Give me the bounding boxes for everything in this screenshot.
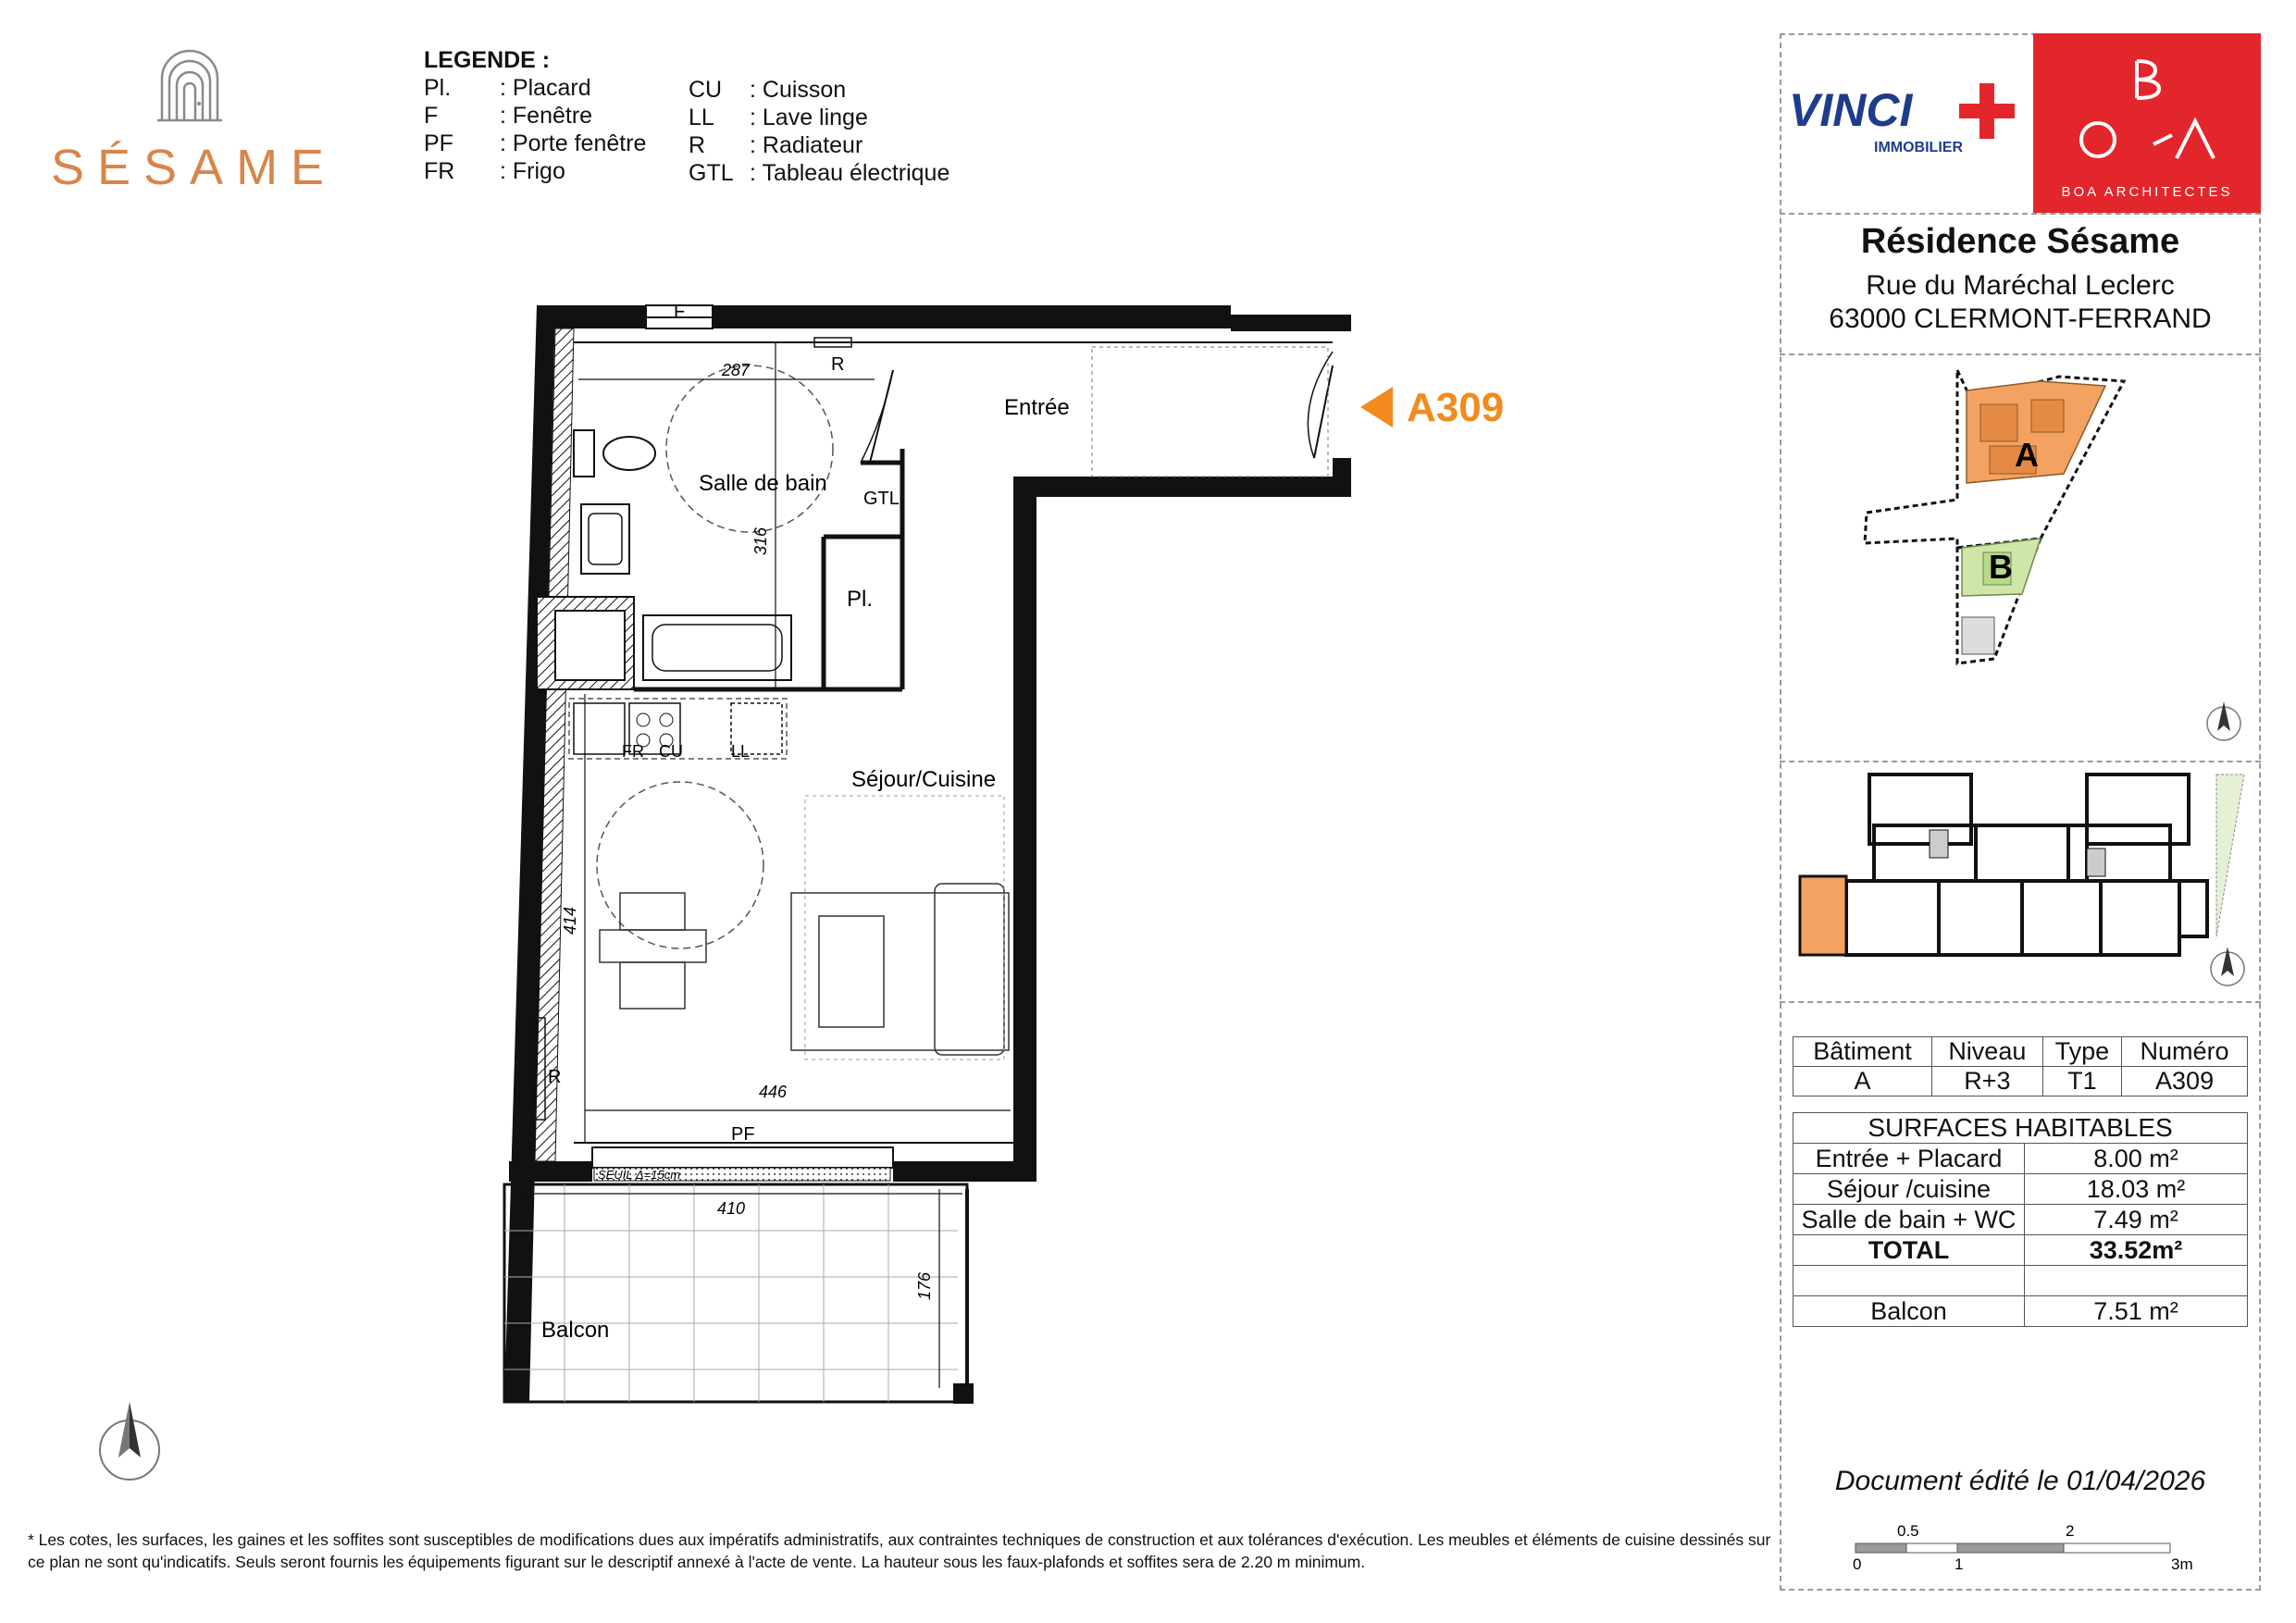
label-fenetre: F xyxy=(674,302,686,322)
site-building-a: A xyxy=(2015,436,2039,474)
lot-header: Niveau xyxy=(1931,1037,2042,1067)
sofa xyxy=(935,884,1004,1055)
lot-header: Type xyxy=(2042,1037,2121,1067)
vinci-wordmark: VINCI xyxy=(1789,84,1913,136)
surface-empty xyxy=(2025,1266,2248,1296)
dim-balcon-width: 410 xyxy=(717,1199,746,1218)
north-arrow-icon xyxy=(83,1393,176,1494)
residence-title: Résidence Sésame xyxy=(1860,222,2180,261)
scale-label: 1 xyxy=(1955,1555,1964,1573)
dim-sejour-width: 446 xyxy=(759,1083,788,1101)
right-wall xyxy=(1013,477,1036,1180)
dining-table xyxy=(600,930,706,962)
site-building-b: B xyxy=(1989,548,2013,586)
label-gtl: GTL xyxy=(863,489,900,509)
surface-value: 8.00 m² xyxy=(2025,1144,2248,1174)
surface-value: 7.49 m² xyxy=(2025,1205,2248,1235)
surface-balcony-label: Balcon xyxy=(1793,1296,2025,1327)
surface-empty xyxy=(1793,1266,2025,1296)
label-cuisson: CU xyxy=(659,742,683,761)
bottom-wall-right xyxy=(893,1161,1036,1182)
panel-divider xyxy=(1780,213,2261,215)
label-seuil: SEUIL Δ=15cm xyxy=(598,1168,681,1182)
scale-bar xyxy=(1851,1518,2203,1573)
dim-balcon-depth: 176 xyxy=(915,1271,934,1300)
scale-label: 0.5 xyxy=(1897,1522,1919,1540)
surface-label: Séjour /cuisine xyxy=(1793,1174,2025,1205)
entry-bottom-wall xyxy=(1013,477,1351,497)
turning-circle xyxy=(666,365,833,532)
surface-label: Entrée + Placard xyxy=(1793,1144,2025,1174)
label-radiateur-top: R xyxy=(831,354,845,375)
residence-city: 63000 CLERMONT-FERRAND xyxy=(1829,304,2212,334)
scale-label: 3m xyxy=(2171,1555,2193,1573)
wc-cistern xyxy=(574,430,594,477)
lot-header: Bâtiment xyxy=(1793,1037,1932,1067)
surface-balcony-value: 7.51 m² xyxy=(2025,1296,2248,1327)
vinci-immobilier-logo xyxy=(1781,74,2022,157)
top-wall-left xyxy=(537,305,646,328)
toilet-icon xyxy=(603,437,655,470)
brand-name: SÉSAME xyxy=(51,140,338,195)
label-porte-fenetre: PF xyxy=(731,1124,755,1145)
boa-caption: BOA ARCHITECTES xyxy=(2061,184,2233,200)
entry-zone xyxy=(1092,347,1328,477)
scale-label: 0 xyxy=(1853,1555,1862,1573)
site-plan xyxy=(1781,353,2259,761)
residence-street: Rue du Maréchal Leclerc xyxy=(1866,270,2175,301)
dining-chair xyxy=(620,893,685,930)
room-salle-de-bain: Salle de bain xyxy=(699,471,827,496)
fridge xyxy=(574,703,625,754)
lot-table xyxy=(1793,1036,2248,1096)
apartment-floor-plan xyxy=(463,278,1573,1434)
floor-north-icon xyxy=(2211,947,2244,985)
surface-total-value: 33.52m² xyxy=(2025,1235,2248,1266)
lot-marker-arrow-icon xyxy=(1360,387,1393,427)
surface-total-label: TOTAL xyxy=(1793,1235,2025,1266)
surfaces-table xyxy=(1793,1112,2248,1327)
boa-monogram-icon xyxy=(2033,33,2261,181)
scale-label: 2 xyxy=(2066,1522,2075,1540)
lot-value: T1 xyxy=(2042,1067,2121,1096)
site-north-icon xyxy=(2207,701,2240,740)
room-sejour: Séjour/Cuisine xyxy=(851,767,997,792)
dim-sejour-depth: 414 xyxy=(561,906,579,935)
lot-value: A309 xyxy=(2122,1067,2248,1096)
vinci-sub: IMMOBILIER xyxy=(1874,140,1963,155)
surface-label: Salle de bain + WC xyxy=(1793,1205,2025,1235)
boa-architectes-logo xyxy=(2033,33,2261,213)
lot-value: A xyxy=(1793,1067,1932,1096)
entry-door-jamb xyxy=(1333,458,1351,497)
coffee-table xyxy=(819,916,884,1027)
bottom-wall-left xyxy=(509,1161,592,1182)
lot-value: R+3 xyxy=(1931,1067,2042,1096)
legend-title: LEGENDE : xyxy=(424,47,551,73)
panel-divider xyxy=(1780,1001,2261,1003)
porte-fenetre xyxy=(592,1147,893,1168)
label-radiateur-left: R xyxy=(548,1067,562,1087)
top-wall-right xyxy=(1231,315,1351,331)
top-wall-middle xyxy=(713,305,1231,328)
north-label: N xyxy=(123,1456,135,1474)
surfaces-title: SURFACES HABITABLES xyxy=(1793,1113,2248,1144)
surface-value: 18.03 m² xyxy=(2025,1174,2248,1205)
dining-chair xyxy=(620,962,685,1009)
label-lave-linge: LL xyxy=(731,742,751,761)
balcony-post xyxy=(953,1383,974,1404)
floor-key-plan xyxy=(1781,761,2259,1001)
lot-header: Numéro xyxy=(2122,1037,2248,1067)
room-placard: Pl. xyxy=(847,587,874,612)
label-frigo: FR xyxy=(622,742,644,761)
document-date: Document édité le 01/04/2026 xyxy=(1834,1466,2206,1496)
dim-sdb-depth: 316 xyxy=(751,527,770,555)
dim-sdb-width: 287 xyxy=(722,361,751,379)
room-balcon: Balcon xyxy=(541,1318,610,1343)
disclaimer: * Les cotes, les surfaces, les gaines et les soffites sont susceptibles de modifications dues aux impératifs administratifs, aux contraintes techniques de construction et aux tolérances d'exécution. Les meubles et éléments de cuisine dessinés sur ce plan ne sont qu'indicatifs. Seuls seront fournis les équipements figurant sur le descriptif annexé à l'acte de vente. La hauteur sous les faux-plafonds et soffites sera de 2.20 m minimum. xyxy=(28,1530,1771,1571)
room-entree: Entrée xyxy=(1004,395,1070,420)
lot-marker-label: A309 xyxy=(1407,385,1505,430)
